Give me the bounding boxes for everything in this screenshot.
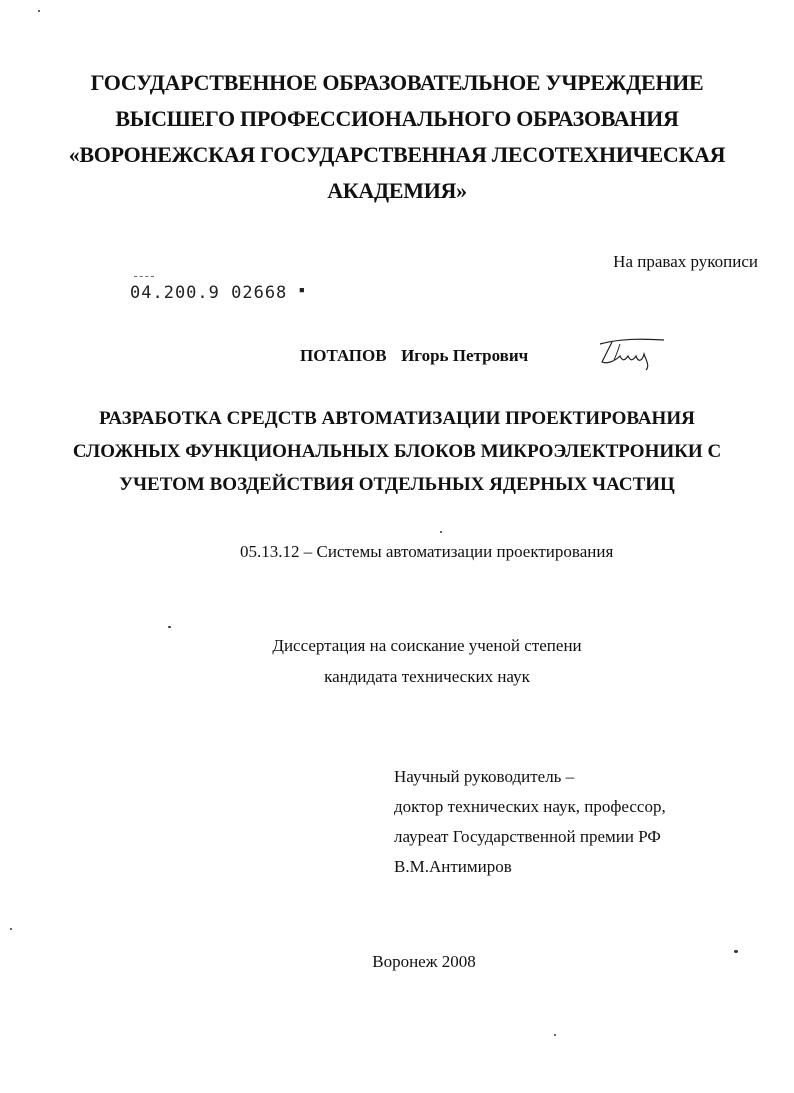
scan-speck: [440, 531, 442, 533]
supervisor-line-2: доктор технических наук, профессор,: [394, 797, 666, 816]
thesis-title-line-1: РАЗРАБОТКА СРЕДСТВ АВТОМАТИЗАЦИИ ПРОЕКТИРОВАНИЯ: [99, 408, 695, 429]
institution-line-3: «ВОРОНЕЖСКАЯ ГОСУДАРСТВЕННАЯ ЛЕСОТЕХНИЧЕСКАЯ: [68, 142, 726, 167]
specialty: 05.13.12 – Системы автоматизации проектирования: [240, 542, 614, 561]
scan-speck: [734, 950, 738, 953]
author-signature: [594, 332, 674, 372]
author-given-names: Игорь Петрович: [401, 346, 529, 365]
registration-stamp: [130, 283, 306, 303]
stamp-dash-decoration: [134, 276, 154, 277]
city-year: Воронеж 2008: [372, 952, 476, 971]
supervisor-line-3: лауреат Государственной премии РФ: [394, 827, 661, 846]
institution-line-1: ГОСУДАРСТВЕННОЕ ОБРАЗОВАТЕЛЬНОЕ УЧРЕЖДЕНИЕ: [90, 70, 704, 95]
supervisor-line-1: Научный руководитель –: [394, 767, 575, 786]
scan-speck: [38, 10, 40, 12]
supervisor-line-4: В.М.Антимиров: [394, 857, 512, 876]
degree-line-2: кандидата технических наук: [324, 667, 530, 686]
scan-speck: [554, 1034, 556, 1036]
thesis-title-line-2: СЛОЖНЫХ ФУНКЦИОНАЛЬНЫХ БЛОКОВ МИКРОЭЛЕКТРОНИКИ С: [72, 441, 722, 462]
registration-code: 04.200.9 02668: [130, 283, 288, 303]
thesis-title-line-3: УЧЕТОМ ВОЗДЕЙСТВИЯ ОТДЕЛЬНЫХ ЯДЕРНЫХ ЧАСТИЦ: [119, 474, 675, 495]
degree-line-1: Диссертация на соискание ученой степени: [272, 636, 582, 655]
author-name: [300, 346, 528, 366]
institution-line-2: ВЫСШЕГО ПРОФЕССИОНАЛЬНОГО ОБРАЗОВАНИЯ: [115, 106, 679, 131]
stamp-mark-icon: ▪: [298, 283, 307, 296]
author-surname: ПОТАПОВ: [300, 346, 387, 365]
rights-note: На правах рукописи: [613, 252, 758, 271]
scan-speck: [10, 928, 12, 930]
institution-line-4: АКАДЕМИЯ»: [327, 178, 467, 203]
scan-speck: [168, 626, 171, 628]
